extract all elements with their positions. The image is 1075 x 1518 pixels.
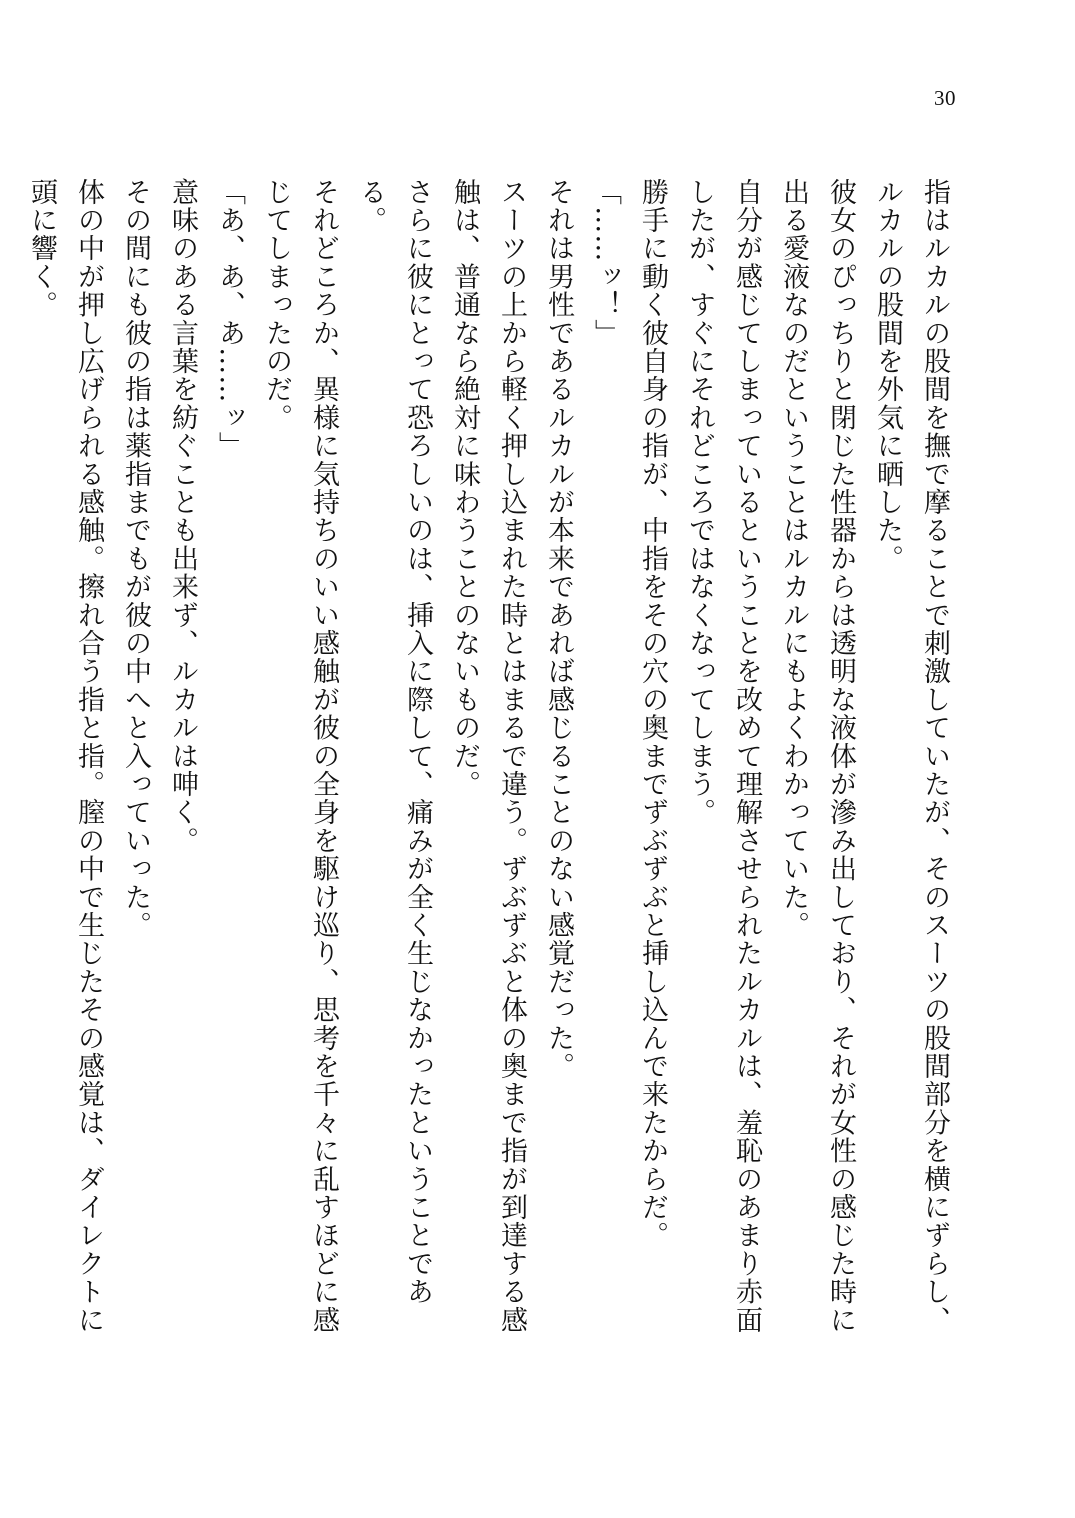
- paragraph: 意味のある言葉を紡ぐことも出来ず、ルカルは呻く。: [167, 178, 198, 855]
- page-number: 30: [934, 86, 956, 110]
- paragraph: 勝手に動く彼自身の指が、中指をその穴の奥までずぶずぶと挿し込んで来たからだ。: [637, 178, 668, 1250]
- paragraph: それは男性であるルカルが本来であれば感じることのない感覚だった。: [543, 178, 574, 1081]
- paragraph: さらに彼にとって恐ろしいのは、挿入に際して、痛みが全く生じなかったということである。: [355, 178, 433, 1306]
- paragraph: スーツの上から軽く押し込まれた時とはまるで違う。ずぶずぶと体の奥まで指が到達する感触は、普通なら絶対に味わうことのないものだ。: [449, 178, 527, 1335]
- vertical-text-body: [26, 178, 958, 1358]
- paragraph: その間にも彼の指は薬指までもが彼の中へと入っていった。: [120, 178, 151, 940]
- paragraph: それどころか、異様に気持ちのいい感触が彼の全身を駆け巡り、思考を千々に乱すほどに感じてしまったのだ。: [261, 178, 339, 1335]
- dialogue-line: 「あ、あ、あ……ッ」: [214, 178, 245, 460]
- paragraph: 体の中が押し広げられる感触。擦れ合う指と指。膣の中で生じたその感覚は、ダイレクトに頭に響く。: [26, 178, 104, 1335]
- paragraph: 指はルカルの股間を撫で摩ることで刺激していたが、そのスーツの股間部分を横にずらし、ルカルの股間を外気に晒した。: [872, 178, 950, 1335]
- paragraph: 彼女のぴっちりと閉じた性器からは透明な液体が滲み出しており、それが女性の感じた時に出る愛液なのだということはルカルにもよくわかっていた。: [778, 178, 856, 1335]
- dialogue-line: 「……ッ！」: [590, 178, 621, 348]
- paragraph: 自分が感じてしまっているということを改めて理解させられたルカルは、羞恥のあまり赤面したが、すぐにそれどころではなくなってしまう。: [684, 178, 762, 1335]
